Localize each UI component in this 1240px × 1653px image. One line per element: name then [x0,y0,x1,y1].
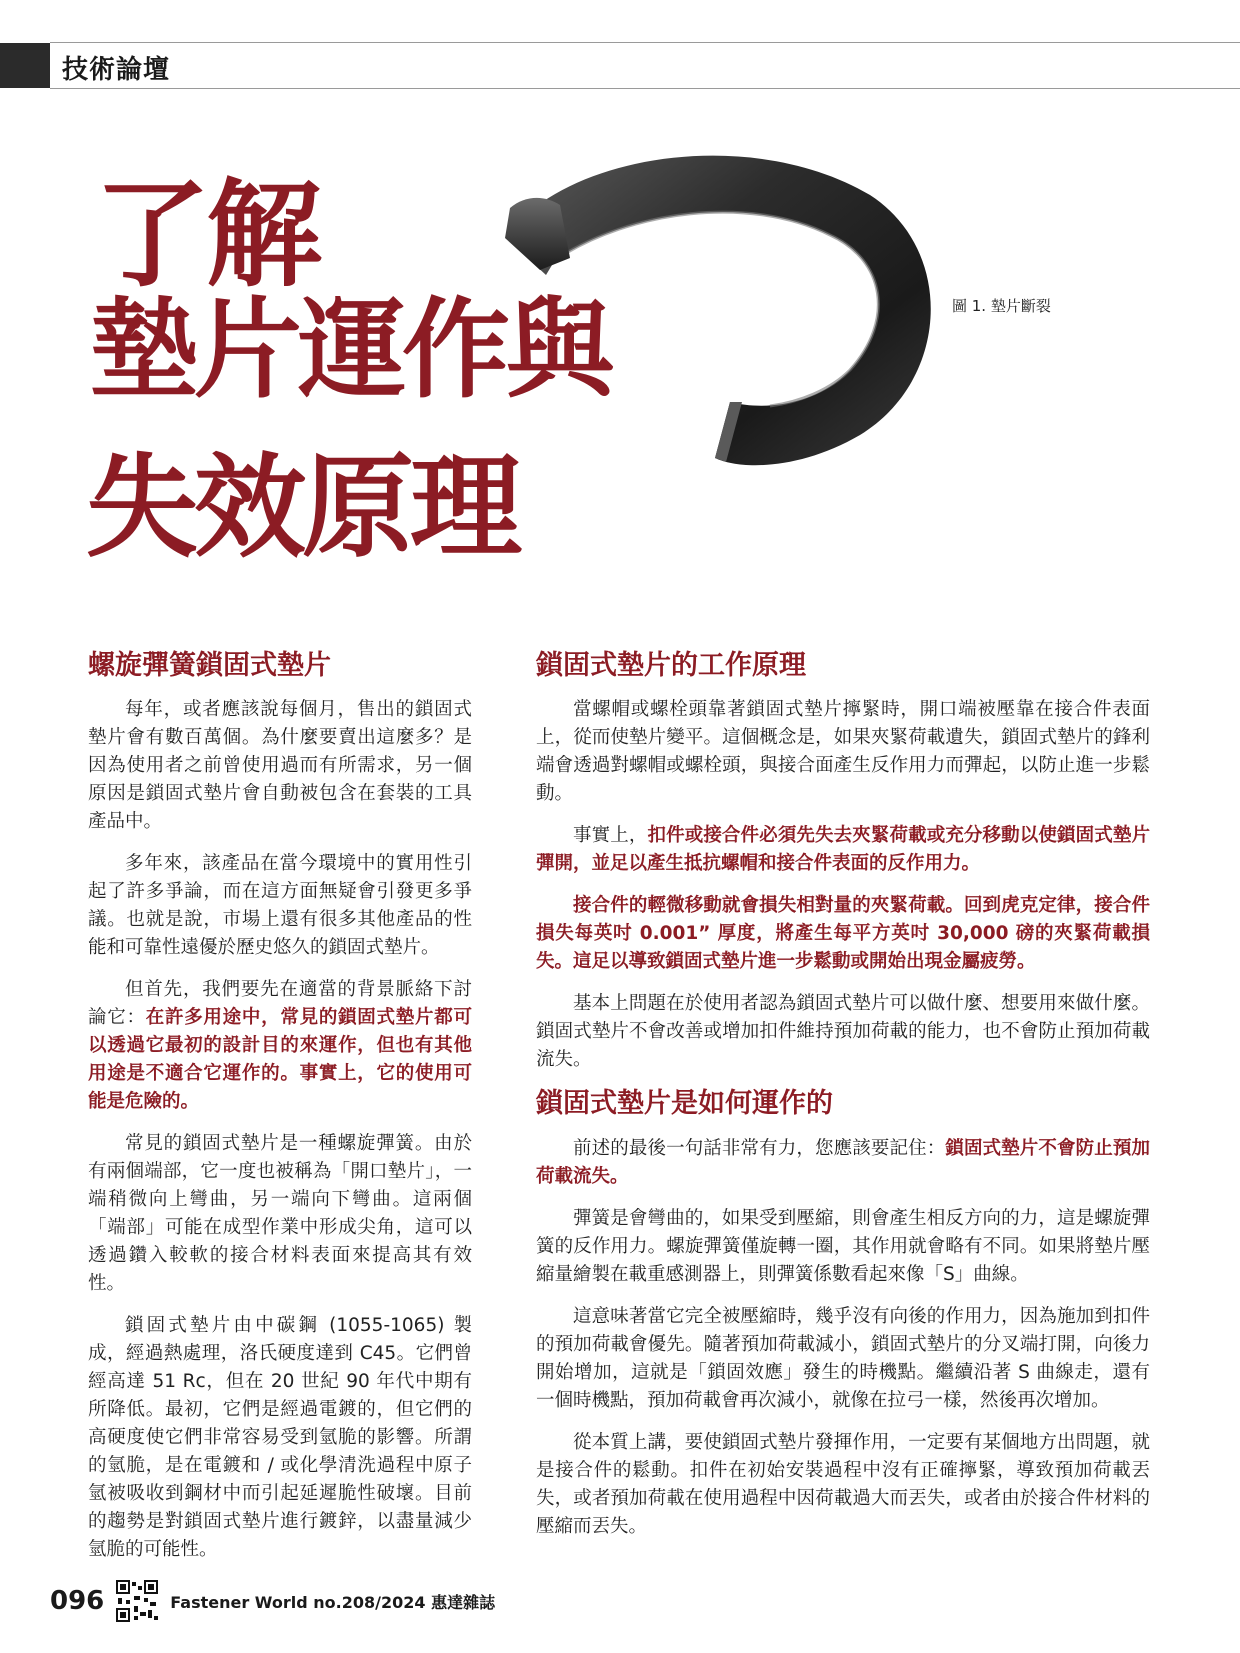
title-line-1: 了解 [94,168,318,303]
section-label: 技術論壇 [62,55,171,85]
page-footer [50,1578,495,1624]
paragraph: 多年來，該產品在當今環境中的實用性引起了許多爭論，而在這方面無疑會引發更多爭議。也就是說，市場上還有很多其他產品的性能和可靠性遠優於歷史悠久的鎖固式墊片。 [88,853,472,959]
figure-caption: 圖 1. 墊片斷裂 [952,297,1051,315]
paragraph-text: 事實上， [573,825,648,847]
section-heading-working-principle: 鎖固式墊片的工作原理 [536,650,806,681]
publication-name: Fastener World no.208/2024 惠達雜誌 [170,1592,496,1612]
title-line-2: 墊片運作與 [90,288,611,413]
paragraph: 這意味著當它完全被壓縮時，幾乎沒有向後的作用力，因為施加到扣件的預加荷載會優先。隨著預加荷載減小，鎖固式墊片的分叉端打開，向後力開始增加，這就是「鎖固效應」發生的時機點。繼續沿著 S 曲線走，還有一個時機點，預加荷載會再次減小，就像在拉弓一樣，然後再次增加。 [536,1305,1150,1411]
broken-washer-photo [500,140,950,480]
highlighted-text: 在許多用途中，常見的鎖固式墊片都可以透過它最初的設計目的來運作，但也有其他用途是不適合它運作的。事實上，它的使用可能是危險的。 [88,1007,472,1113]
title-line-3: 失效原理 [86,443,518,573]
section-heading-how-it-works: 鎖固式墊片是如何運作的 [536,1088,833,1120]
paragraph: 常見的鎖固式墊片是一種螺旋彈簧。由於有兩個端部，它一度也被稱為「開口墊片」，一端稍微向上彎曲，另一端向下彎曲。這兩個「端部」可能在成型作業中形成尖角，這可以透過鑽入較軟的接合材料表面來提高其有效性。 [88,1133,472,1295]
paragraph: 每年，或者應該說每個月，售出的鎖固式墊片會有數百萬個。為什麼要賣出這麼多？是因為使用者之前曾使用過而有所需求，另一個原因是鎖固式墊片會自動被包含在套裝的工具產品中。 [88,699,472,833]
right-column [536,650,1150,1555]
paragraph: 彈簧是會彎曲的，如果受到壓縮，則會產生相反方向的力，這是螺旋彈簧的反作用力。螺旋彈簧僅旋轉一圈，其作用就會略有不同。如果將墊片壓縮量繪製在載重感測器上，則彈簧係數看起來像「S」曲線。 [536,1207,1150,1285]
header-rule-bottom [50,88,1240,89]
paragraph: 鎖固式墊片由中碳鋼 (1055-1065) 製成，經過熱處理，洛氏硬度達到 C45。它們曾經高達 51 Rc，但在 20 世紀 90 年代中期有所降低。最初，它們是經過電鍍的，但它們的高硬度使它們非常容易受到氫脆的影響。所謂的氫脆，是在電鍍和 / 或化學清洗過程中原子氫被吸收到鋼材中而引起延遲脆性破壞。目前的趨勢是對鎖固式墊片進行鍍鋅，以盡量減少氫脆的可能性。 [88,1315,472,1561]
section-heading-spring-lock-washer: 螺旋彈簧鎖固式墊片 [88,650,331,681]
page-number: 096 [50,1586,105,1616]
left-column [88,650,472,1578]
qr-code-icon[interactable] [116,1580,158,1622]
paragraph: 基本上問題在於使用者認為鎖固式墊片可以做什麼、想要用來做什麼。鎖固式墊片不會改善或增加扣件維持預加荷載的能力，也不會防止預加荷載流失。 [536,993,1150,1071]
highlighted-text: 鎖固式墊片不會防止預加荷載流失。 [536,1137,1150,1187]
highlighted-paragraph: 接合件的輕微移動就會損失相對量的夾緊荷載。回到虎克定律，接合件損失每英吋 0.001” 厚度，將產生每平方英吋 30,000 磅的夾緊荷載損失。這足以導致鎖固式墊片進一步鬆動或開始出現金屬疲勞。 [536,895,1150,973]
highlighted-text: 扣件或接合件必須先失去夾緊荷載或充分移動以使鎖固式墊片彈開，並足以產生抵抗螺帽和接合件表面的反作用力。 [536,825,1150,875]
paragraph-text: 但首先，我們要先在適當的背景脈絡下討論它： [88,979,472,1029]
paragraph [536,822,1150,878]
paragraph: 當螺帽或螺栓頭靠著鎖固式墊片擰緊時，開口端被壓靠在接合件表面上，從而使墊片變平。這個概念是，如果夾緊荷載遺失，鎖固式墊片的鋒利端會透過對螺帽或螺栓頭，與接合面產生反作用力而彈起，以防止進一步鬆動。 [536,699,1150,805]
paragraph-text: 前述的最後一句話非常有力，您應該要記住： [573,1137,946,1159]
header-color-block [0,43,50,88]
header-rule-top [50,42,1240,43]
paragraph [88,976,472,1116]
paragraph: 從本質上講，要使鎖固式墊片發揮作用，一定要有某個地方出問題，就是接合件的鬆動。扣件在初始安裝過程中沒有正確擰緊，導致預加荷載丟失，或者預加荷載在使用過程中因荷載過大而丟失，或者由於接合件材料的壓縮而丟失。 [536,1431,1150,1537]
paragraph [536,1135,1150,1191]
